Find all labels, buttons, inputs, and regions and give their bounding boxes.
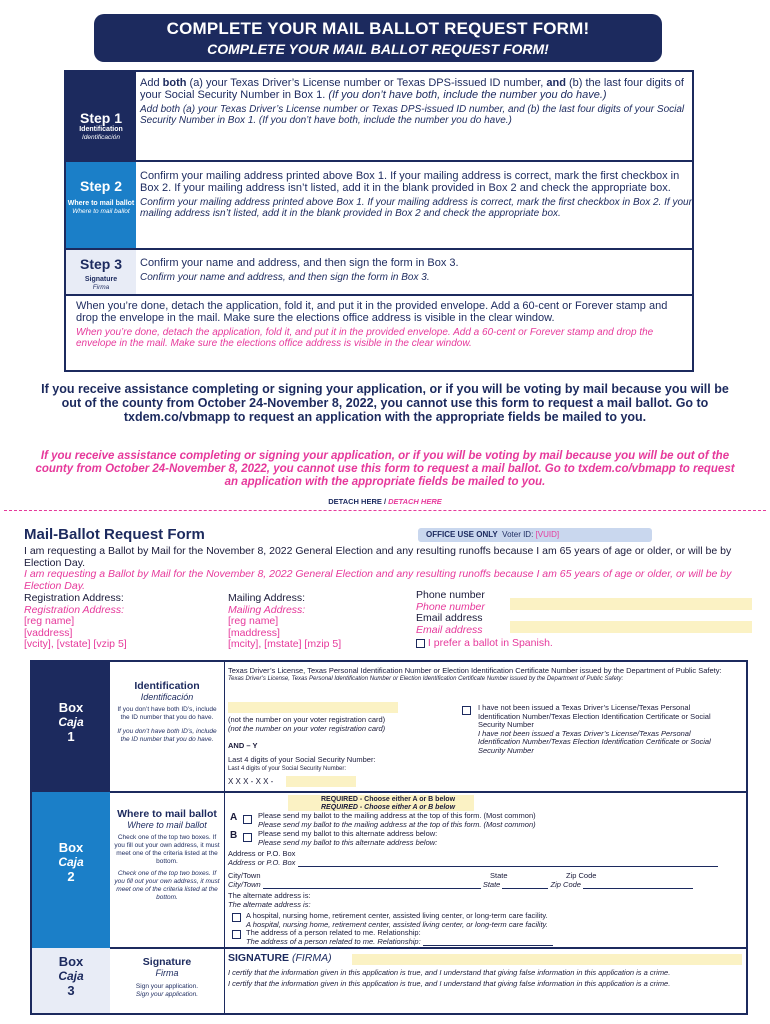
option-a-letter: A — [230, 812, 238, 823]
ssn-mask: X X X - X X - — [228, 777, 274, 786]
mailing-address: Mailing Address: Mailing Address: [reg name] [maddress] [mcity], [mstate] [mzip 5] — [228, 592, 342, 650]
relative-checkbox[interactable] — [232, 930, 241, 939]
box-3-label: Box Caja 3 — [32, 948, 110, 1013]
email-input[interactable] — [510, 621, 752, 633]
step-1-label: Step 1 Identification Identificación — [66, 72, 136, 160]
signature-label: SIGNATURE (FIRMA) — [228, 952, 332, 964]
spanish-ballot-option[interactable]: I prefer a ballot in Spanish. — [416, 638, 553, 650]
option-a-checkbox[interactable] — [243, 815, 252, 824]
no-id-checkbox[interactable] — [462, 706, 471, 715]
box-3-instructions: Signature Firma Sign your application. Sign your application. — [135, 956, 199, 998]
done-instructions: When you’re done, detach the application, fold it, and put it in the provided envelope. Add a 60-cent or Forever stamp and drop the envelope in the mail. Make sure the elections office address is visible in the clear window. When you’re done, detach the application, fold it, and put it in the provided envelope. Add a 60-cent or Forever stamp and drop the envelope in the mail. Make sure the elections office address is visible in the clear window. — [76, 300, 668, 349]
detach-line — [4, 510, 766, 511]
step-3-label: Step 3 Signature Firma — [66, 250, 136, 294]
ssn-input[interactable] — [286, 776, 356, 787]
certify-text: I certify that the information given in this application is true, and I understand that giving false information in this application is a crime. I certify that the information given in this application is true, and I understand that giving false information in this application is a crime. — [228, 968, 671, 988]
contact-labels: Phone number Phone number Email address Email address — [416, 589, 485, 636]
option-b-checkbox[interactable] — [243, 833, 252, 842]
option-a-text: Please send my ballot to the mailing address at the top of this form. (Most common) Please send my ballot to the mailing address at the top of this form. (Most common) — [258, 811, 536, 829]
box-2-label: Box Caja 2 — [32, 792, 110, 948]
no-id-text: I have not been issued a Texas Driver’s License/Texas Personal Identification Number/Texas Election Identification Certificate or Social Security Number I have not been issued a Texas Driver’s License/Texas Personal Identification Number/Texas Election Identification Certificate or Social Security Number — [478, 703, 711, 755]
steps-panel — [64, 70, 694, 372]
banner-title: COMPLETE YOUR MAIL BALLOT REQUEST FORM! — [166, 19, 590, 38]
detach-here: DETACH HERE / DETACH HERE — [328, 497, 442, 506]
alt-city-field[interactable]: City/Town State Zip Code City/Town State Zip Code — [228, 872, 742, 889]
option-b-text: Please send my ballot to this alternate address below: Please send my ballot to this alternate address below: — [258, 829, 438, 847]
hospital-checkbox[interactable] — [232, 913, 241, 922]
required-note: REQUIRED - Choose either A or B below REQUIRED - Choose either A or B below — [320, 796, 456, 811]
box-1-label: Box Caja 1 — [32, 662, 110, 792]
phone-input[interactable] — [510, 598, 752, 610]
request-statement-es: I am requesting a Ballot by Mail for the November 8, 2022 General Election and any resulting runoffs because I am 65 years of age or older, or will be by Election Day. — [24, 568, 732, 592]
request-statement: I am requesting a Ballot by Mail for the November 8, 2022 General Election and any resulting runoffs because I am 65 years of age or older, or will be by Election Day. — [24, 545, 732, 569]
relative-text: The address of a person related to me. Relationship: The address of a person related to me. Relationship: — [246, 929, 736, 946]
spanish-ballot-checkbox[interactable] — [416, 639, 425, 648]
office-use-only: OFFICE USE ONLY Voter ID: [VUID] — [418, 528, 652, 542]
step-1-text: Add both (a) your Texas Driver’s License number or Texas DPS-issued ID number, and (b) the last four digits of your Social Security Number in Box 1. (If you don’t have both, include the number you do have.) Add both (a) your Texas Driver’s License number or Texas DPS-issued ID number, and (b) the last four digits of your Social Security Number in Box 1. (If you don’t have both, include the number you do have.) — [140, 77, 685, 126]
assistance-note-es: If you receive assistance completing or signing your application, or if you will be voting by mail because you will be out of the county from October 24-November 8, 2022, you cannot use this form to request a mail ballot. Go to txdem.co/vbmapp to request an application with the appropriate fields be mailed to you. — [35, 450, 735, 488]
alt-address-field[interactable]: Address or P.O. Box Address or P.O. Box — [228, 850, 742, 867]
form-title: Mail-Ballot Request Form — [24, 526, 205, 543]
assistance-note: If you receive assistance completing or signing your application, or if you will be voting by mail because you will be out of the county from October 24-November 8, 2022, you cannot use this form to request a mail ballot. Go to txdem.co/vbmapp to request an application with the appropriate fields be mailed to you. — [41, 382, 729, 424]
signature-input[interactable] — [352, 954, 742, 965]
option-b-letter: B — [230, 830, 238, 841]
alt-address-is: The alternate address is: The alternate address is: — [228, 891, 311, 909]
and-connector: AND – Y — [228, 741, 258, 750]
hospital-text: A hospital, nursing home, retirement center, assisted living center, or long-term care facility. A hospital, nursing home, retirement center, assisted living center, or long-term care facility. — [246, 911, 548, 929]
ssn-label: Last 4 digits of your Social Security Number: Last 4 digits of your Social Security Number: — [228, 755, 376, 772]
step-2-label: Step 2 Where to mail ballot Where to mail ballot — [66, 162, 136, 248]
step-3-text: Confirm your name and address, and then sign the form in Box 3. Confirm your name and address, and then sign the form in Box 3. — [140, 257, 459, 283]
license-text: Texas Driver’s License, Texas Personal Identification Number or Election Identification Certificate Number issued by the Department of Public Safety: Texas Driver’s License, Texas Personal Identification Number or Election Identification Certificate Number issued by the Department of Public Safety: — [228, 666, 722, 682]
box-1-instructions: Identification Identificación If you don’t have both ID’s, include the ID number that you do have. If you don’t have both ID’s, include the ID number that you do have. — [117, 680, 217, 743]
not-voter-reg-note: (not the number on your voter registration card) (not the number on your voter registration card) — [228, 715, 386, 733]
license-number-input[interactable] — [228, 702, 398, 713]
banner-subtitle: COMPLETE YOUR MAIL BALLOT REQUEST FORM! — [207, 41, 549, 57]
form-boxes — [30, 660, 748, 1015]
header-banner — [94, 14, 662, 62]
step-2-text: Confirm your mailing address printed above Box 1. If your mailing address is correct, mark the first checkbox in Box 2. If your mailing address isn’t listed, add it in the blank provided in Box 2 and check the appropriate box. Confirm your mailing address printed above Box 1. If your mailing address is correct, mark the first checkbox in Box 2. If your mailing address isn’t listed, add it in the blank provided in Box 2 and check the appropriate box. — [140, 170, 692, 219]
box-2-instructions: Where to mail ballot Where to mail ballot Check one of the top two boxes. If you fill out your own address, it must meet one of the criteria listed at the bottom. Check one of the top two boxes. If you fill out your own address, it must meet one of the criteria listed at the bottom. — [114, 808, 220, 901]
registration-address: Registration Address: Registration Address: [reg name] [vaddress] [vcity], [vstate] [vzip 5] — [24, 592, 127, 650]
